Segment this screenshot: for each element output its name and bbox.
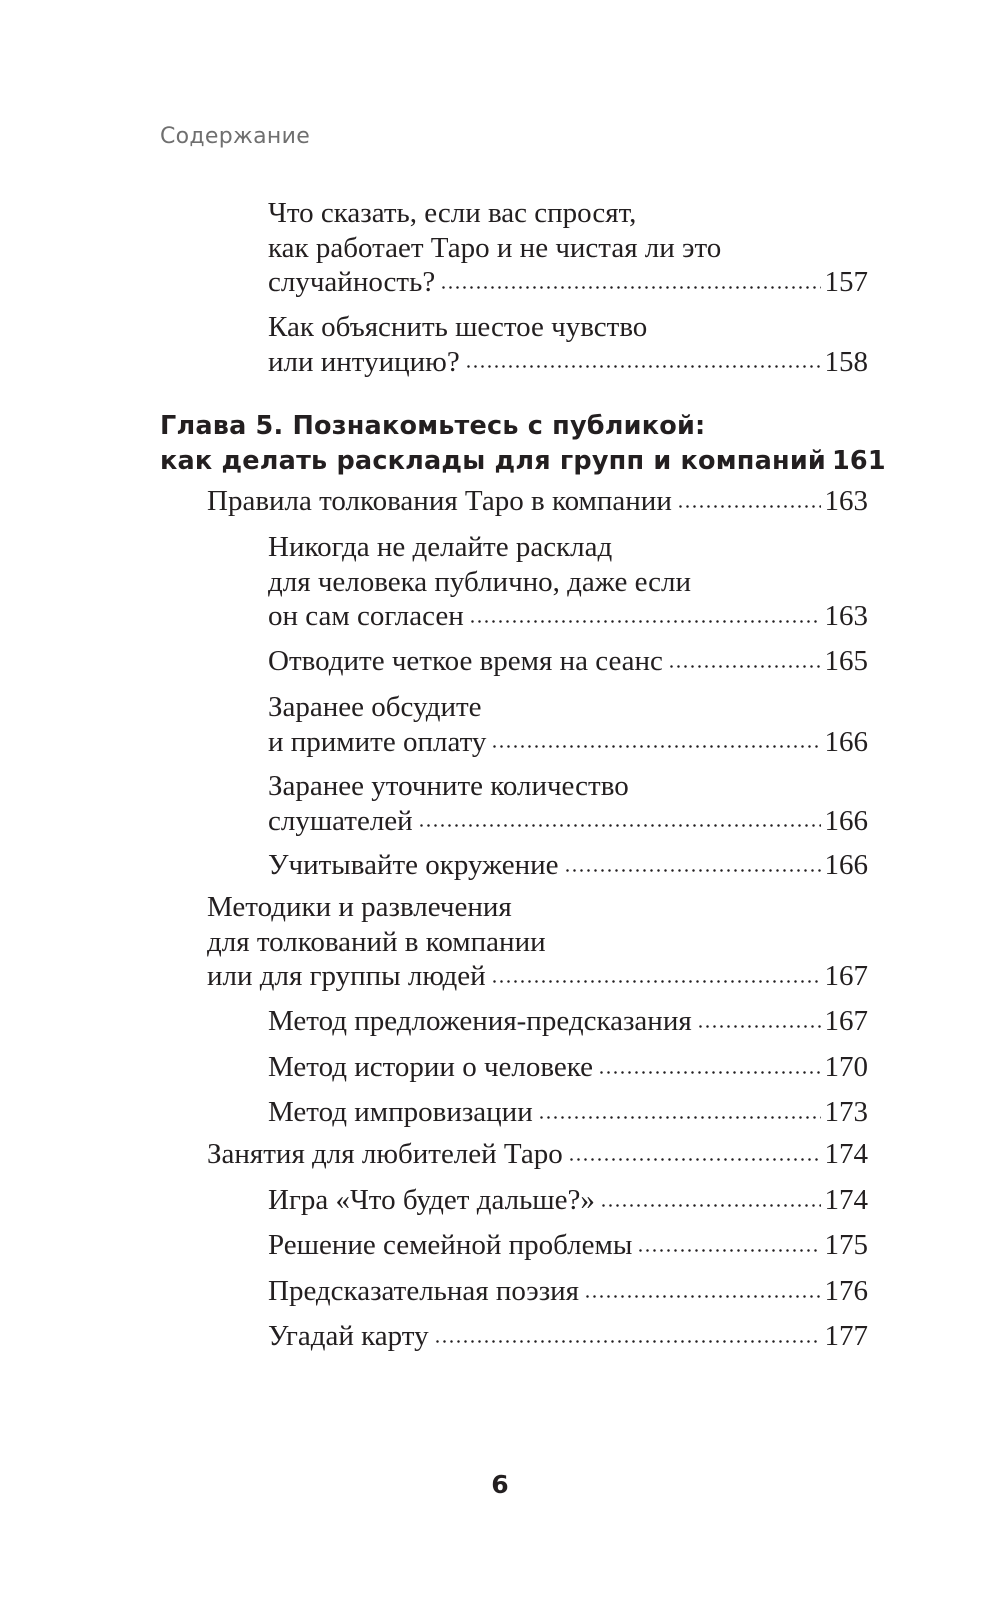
toc-page-number: 158 [824,345,868,378]
toc-page-number: 173 [824,1096,868,1128]
toc-page-number: 166 [824,725,868,758]
toc-entry-title-line: он сам согласен [268,600,464,632]
dot-leader [418,822,821,829]
toc-entry[interactable] [268,848,868,883]
dot-leader [568,1156,821,1163]
toc-entry-title-line: Как объяснить шестое чувство [268,311,648,343]
toc-entry[interactable] [268,1228,868,1263]
toc-section-entry[interactable] [207,1137,868,1172]
dot-leader [600,1202,821,1209]
toc-entry-title-line: для толкований в компании [207,925,546,958]
toc-entry-title-line: Метод предложения-предсказания [268,1005,692,1037]
toc-page-number: 161 [831,445,886,476]
toc-page-number: 166 [824,849,868,881]
toc-page-number: 175 [824,1229,868,1261]
toc-page-number: 167 [824,1005,868,1037]
toc-page-number: 170 [824,1051,868,1083]
toc-entry-title-line: Методики и развлечения [207,891,512,923]
dot-leader [440,284,820,291]
toc-entry-title-line: Метод импровизации [268,1096,533,1128]
toc-entry[interactable] [268,530,868,634]
toc-entry-title-line: Занятия для любителей Таро [207,1138,563,1170]
toc-entry[interactable] [268,690,868,759]
toc-entry[interactable] [268,1319,868,1354]
dot-leader [491,978,821,985]
toc-page-number: 167 [824,960,868,992]
dot-leader [697,1023,821,1030]
toc-section-entry[interactable] [207,484,868,519]
toc-entry[interactable] [268,196,868,300]
toc-entry-title-line: для человека публично, даже если [268,565,692,598]
toc-entry-title-line: Отводите четкое время на сеанс [268,645,663,677]
toc-entry-title-line: Угадай карту [268,1320,429,1352]
toc-entry-title-line: Заранее уточните количество [268,770,629,802]
toc-page-number: 174 [824,1184,868,1216]
toc-entry-title-line: Игра «Что будет дальше?» [268,1184,595,1216]
toc-section-entry[interactable] [207,890,868,994]
toc-entry-title-line: Предсказательная поэзия [268,1275,580,1307]
dot-leader [491,743,820,750]
toc-entry[interactable] [268,310,868,379]
dot-leader [469,618,821,625]
toc-page-number: 163 [824,600,868,632]
toc-entry-title-line: Учитывайте окружение [268,849,559,881]
toc-page-number: 165 [824,645,868,677]
toc-page-number: 176 [824,1275,868,1307]
toc-entry[interactable] [268,644,868,679]
toc-entry-title-line: Никогда не делайте расклад [268,531,613,563]
toc-entry[interactable] [268,1274,868,1309]
toc-entry-title-line: Что сказать, если вас спросят, [268,197,637,229]
dot-leader [668,663,821,670]
toc-entry-title-line: слушателей [268,804,413,837]
toc-entry-title-line: Метод истории о человеке [268,1051,594,1083]
dot-leader [564,867,821,874]
dot-leader [434,1338,821,1345]
dot-leader [677,503,821,510]
toc-page-number: 177 [824,1320,868,1352]
toc-entry-title-line: как делать расклады для групп и компаний [160,445,826,476]
toc-entry[interactable] [268,1050,868,1085]
toc-entry-title-line: Заранее обсудите [268,691,482,723]
dot-leader [598,1069,820,1076]
toc-entry[interactable] [268,1095,868,1130]
toc-entry-title-line: как работает Таро и не чистая ли это [268,231,722,264]
dot-leader [584,1293,820,1300]
toc-entry-title-line: Решение семейной проблемы [268,1229,633,1261]
dot-leader [637,1247,820,1254]
toc-entry-title-line: или для группы людей [207,960,486,992]
toc-entry-title-line: и примите оплату [268,725,487,758]
toc-chapter-entry[interactable] [160,409,886,478]
toc-entry-title-line: случайность? [268,266,436,298]
toc-page-number: 163 [824,485,868,517]
dot-leader [465,363,821,370]
toc-entry-title-line: Правила толкования Таро в компании [207,485,672,517]
toc-entry[interactable] [268,1183,868,1218]
page-number: 6 [491,1470,509,1499]
toc-entry[interactable] [268,1004,868,1039]
toc-page-number: 166 [824,804,868,837]
toc-entry-title-line: или интуицию? [268,345,460,378]
toc-entry-title-line: Глава 5. Познакомьтесь с публикой: [160,411,706,441]
running-header: Содержание [160,124,311,149]
toc-page-number: 174 [824,1138,868,1170]
toc-entry[interactable] [268,769,868,838]
toc-page-number: 157 [824,266,868,298]
dot-leader [538,1114,821,1121]
